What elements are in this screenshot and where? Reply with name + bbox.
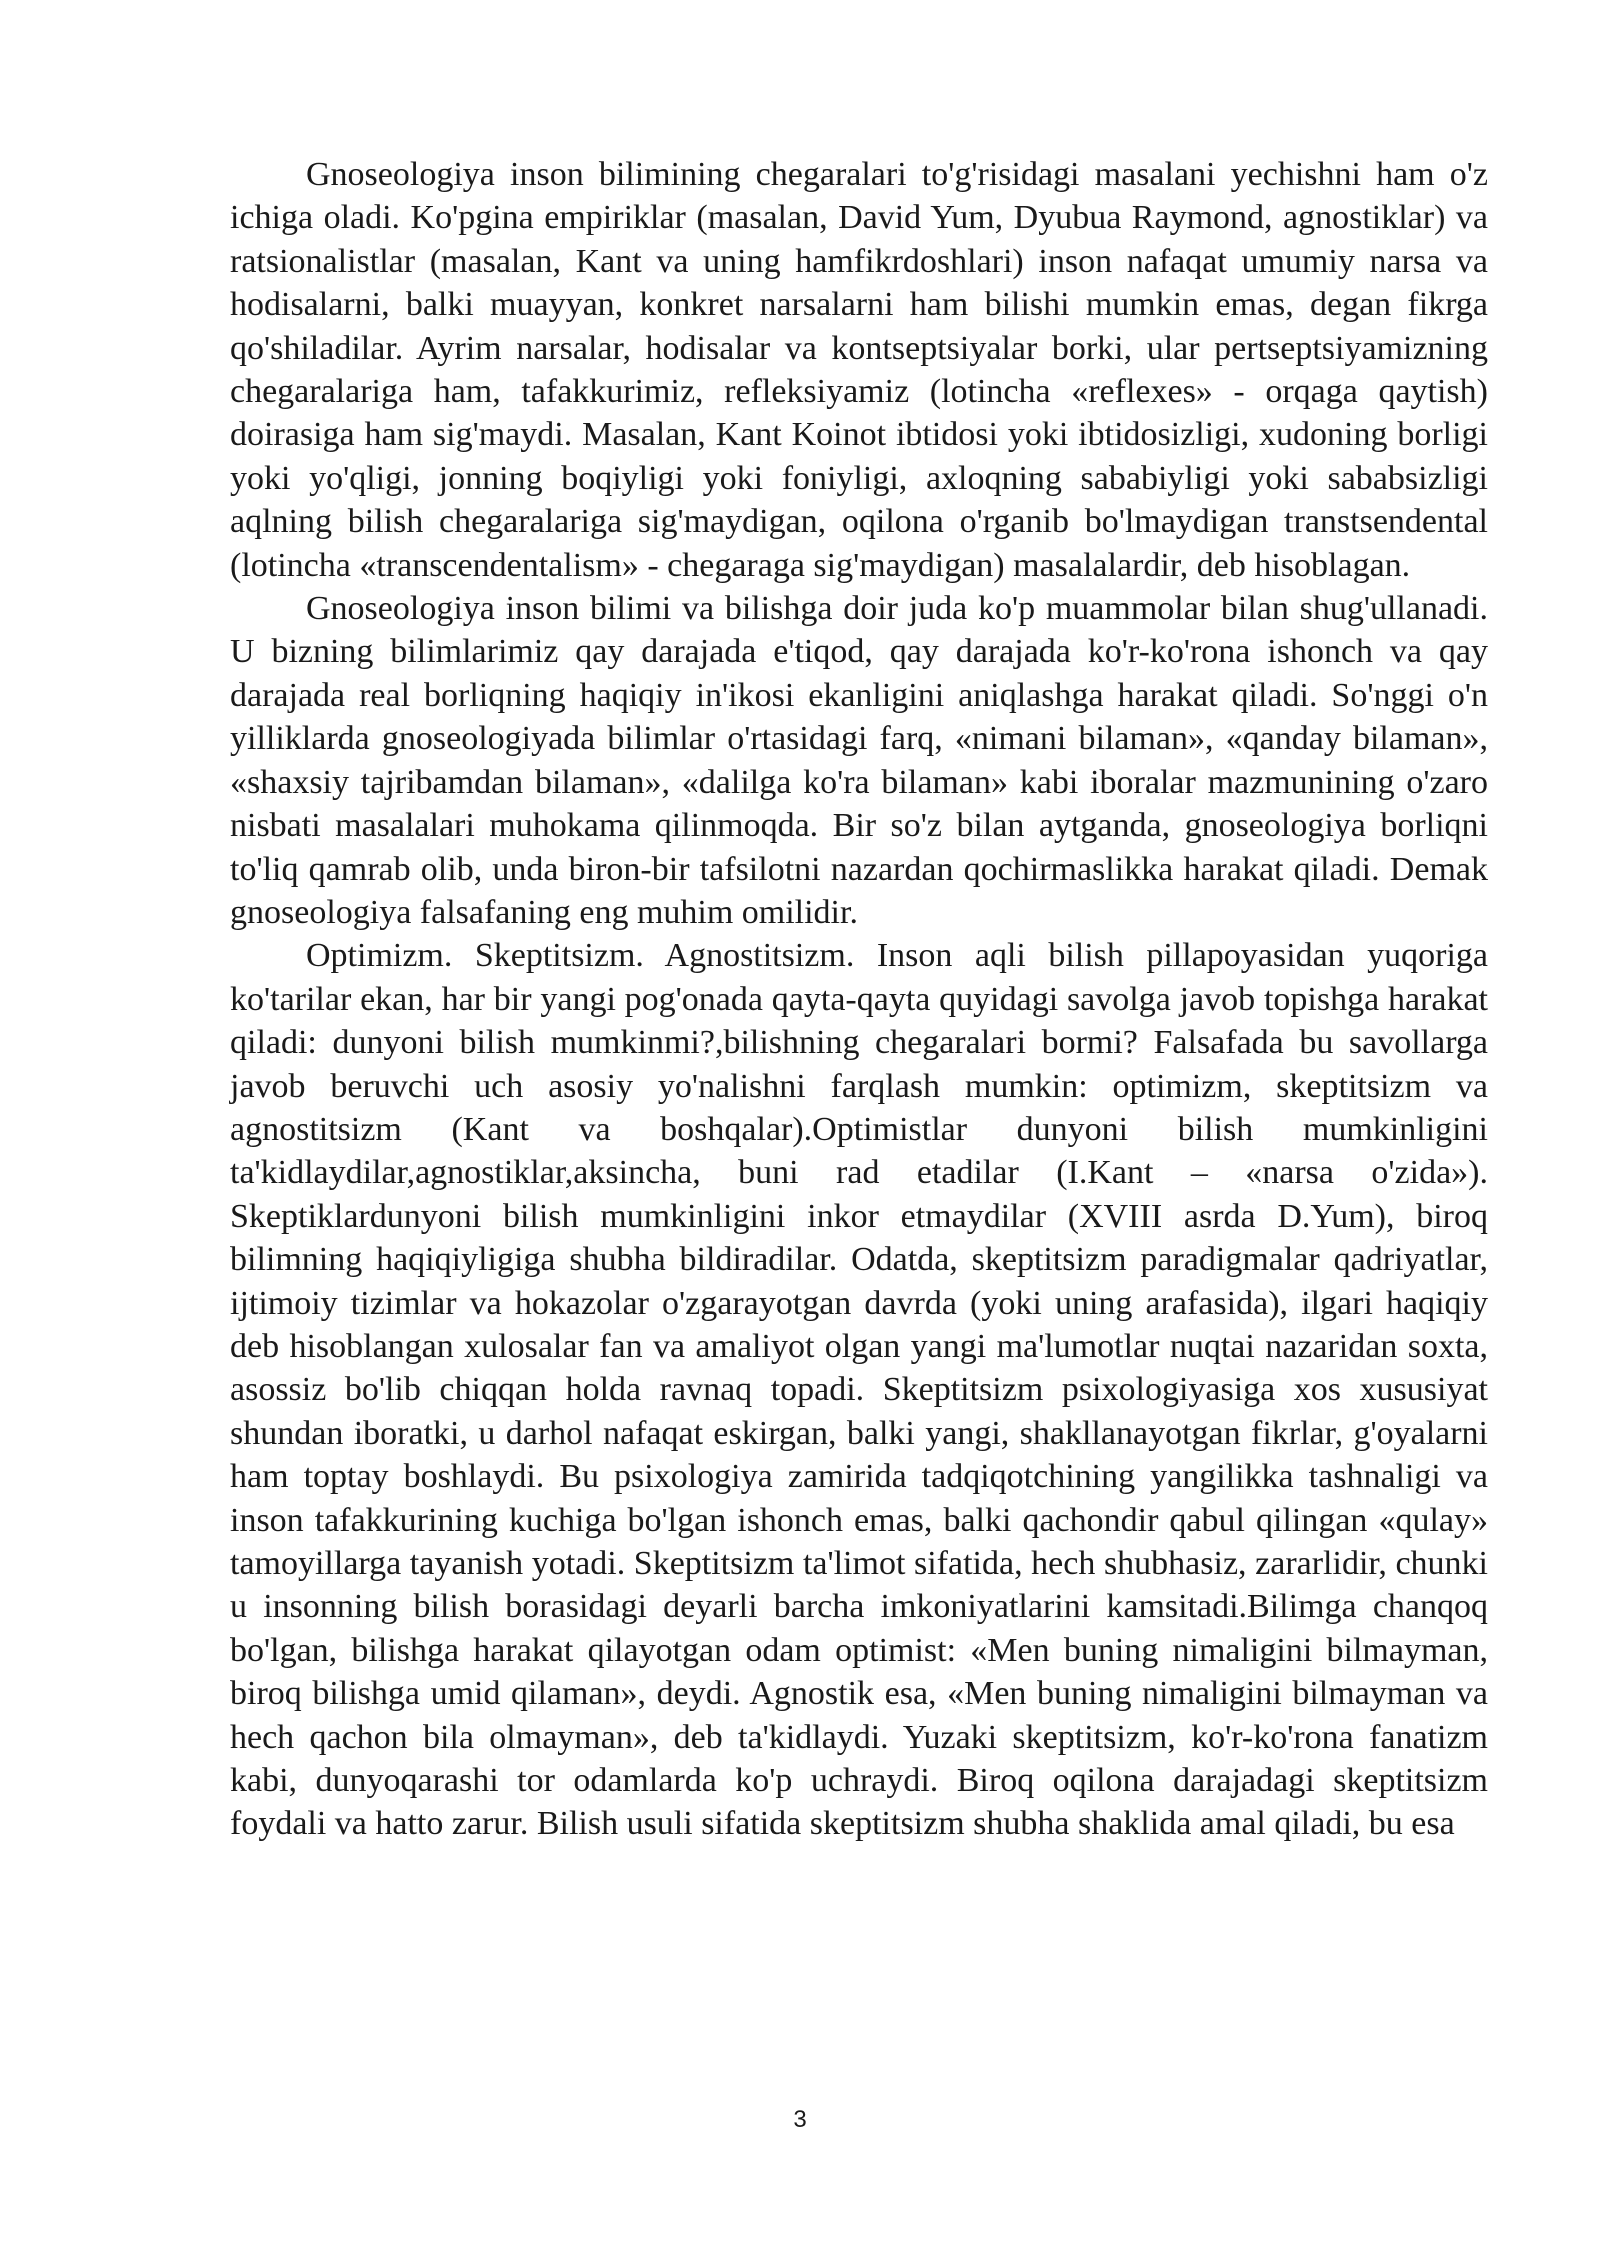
paragraph-optimism-skepticism: Optimizm. Skeptitsizm. Agnostitsizm. Inson aqli bilish pillapoyasidan yuqoriga ko'tarilar ekan, har bir yangi pog'onada qayta-qayta quyidagi savolga javob topishga harakat qiladi: dunyoni bilish mumkinmi?,bilishning chegaralari bormi? Falsafada bu savollarga javob beruvchi uch asosiy yo'nalishni farqlash mumkin: optimizm, skeptitsizm va agnostitsizm (Kant va boshqalar).Optimistlar dunyoni bilish mumkinligini ta'kidlaydilar,agnostiklar,aksincha, buni rad etadilar (I.Kant – «narsa o'zida»). Skeptiklardunyoni bilish mumkinligini inkor etmaydilar (XVIII asrda D.Yum), biroq bilimning haqiqiyligiga shubha bildiradilar. Odatda, skeptitsizm paradigmalar qadriyatlar, ijtimoiy tizimlar va hokazolar o'zgarayotgan davrda (yoki uning arafasida), ilgari haqiqiy deb hisoblangan xulosalar fan va amaliyot olgan yangi ma'lumotlar nuqtai nazaridan soxta, asossiz bo'lib chiqqan holda ravnaq topadi. Skeptitsizm psixologiyasiga xos xususiyat shundan iboratki, u darhol nafaqat eskirgan, balki yangi, shakllanayotgan fikrlar, g'oyalarni ham toptay boshlaydi. Bu psixologiya zamirida tadqiqotchining yangilikka tashnaligi va inson tafakkurining kuchiga bo'lgan ishonch emas, balki qachondir qabul qilingan «qulay» tamoyillarga tayanish yotadi. Skeptitsizm ta'limot sifatida, hech shubhasiz, zararlidir, chunki u insonning bilish borasidagi deyarli barcha imkoniyatlarini kamsitadi.Bilimga chanqoq bo'lgan, bilishga harakat qilayotgan odam optimist: «Men buning nimaligini bilmayman, biroq bilishga umid qilaman», deydi. Agnostik esa, «Men buning nimaligini bilmayman va hech qachon bila olmayman», deb ta'kidlaydi. Yuzaki skeptitsizm, ko'r-ko'rona fanatizm kabi, dunyoqarashi tor odamlarda ko'p uchraydi. Biroq oqilona darajadagi skeptitsizm foydali va hatto zarur. Bilish usuli sifatida skeptitsizm shubha shaklida amal qiladi, bu esa	[230, 937, 1488, 1843]
body-text	[230, 153, 1488, 1846]
page-number: 3	[793, 2106, 807, 2133]
paragraph-gnoseology-limits: Gnoseologiya inson bilimining chegaralari to'g'risidagi masalani yechishni ham o'z ichiga oladi. Ko'pgina empiriklar (masalan, David Yum, Dyubua Raymond, agnostiklar) va ratsionalistlar (masalan, Kant va uning hamfikrdoshlari) inson nafaqat umumiy narsa va hodisalarni, balki muayyan, konkret narsalarni ham bilishi mumkin emas, degan fikrga qo'shiladilar. Ayrim narsalar, hodisalar va kontseptsiyalar borki, ular pertseptsiyamizning chegaralariga ham, tafakkurimiz, refleksiyamiz (lotincha «reflexes» - orqaga qaytish) doirasiga ham sig'maydi. Masalan, Kant Koinot ibtidosi yoki ibtidosizligi, xudoning borligi yoki yo'qligi, jonning boqiyligi yoki foniyligi, axloqning sababiyligi yoki sababsizligi aqlning bilish chegaralariga sig'maydigan, oqilona o'rganib bo'lmaydigan transtsendental (lotincha «transcendentalism» - chegaraga sig'maydigan) masalalardir, deb hisoblagan.	[230, 156, 1488, 584]
paragraph-gnoseology-problems: Gnoseologiya inson bilimi va bilishga doir juda ko'p muammolar bilan shug'ullanadi. U bizning bilimlarimiz qay darajada e'tiqod, qay darajada ko'r-ko'rona ishonch va qay darajada real borliqning haqiqiy in'ikosi ekanligini aniqlashga harakat qiladi. So'nggi o'n yilliklarda gnoseologiyada bilimlar o'rtasidagi farq, «nimani bilaman», «qanday bilaman», «shaxsiy tajribamdan bilaman», «dalilga ko'ra bilaman» kabi iboralar mazmunining o'zaro nisbati masalalari muhokama qilinmoqda. Bir so'z bilan aytganda, gnoseologiya borliqni to'liq qamrab olib, unda biron-bir tafsilotni nazardan qochirmaslikka harakat qiladi. Demak gnoseologiya falsafaning eng muhim omilidir.	[230, 590, 1488, 931]
